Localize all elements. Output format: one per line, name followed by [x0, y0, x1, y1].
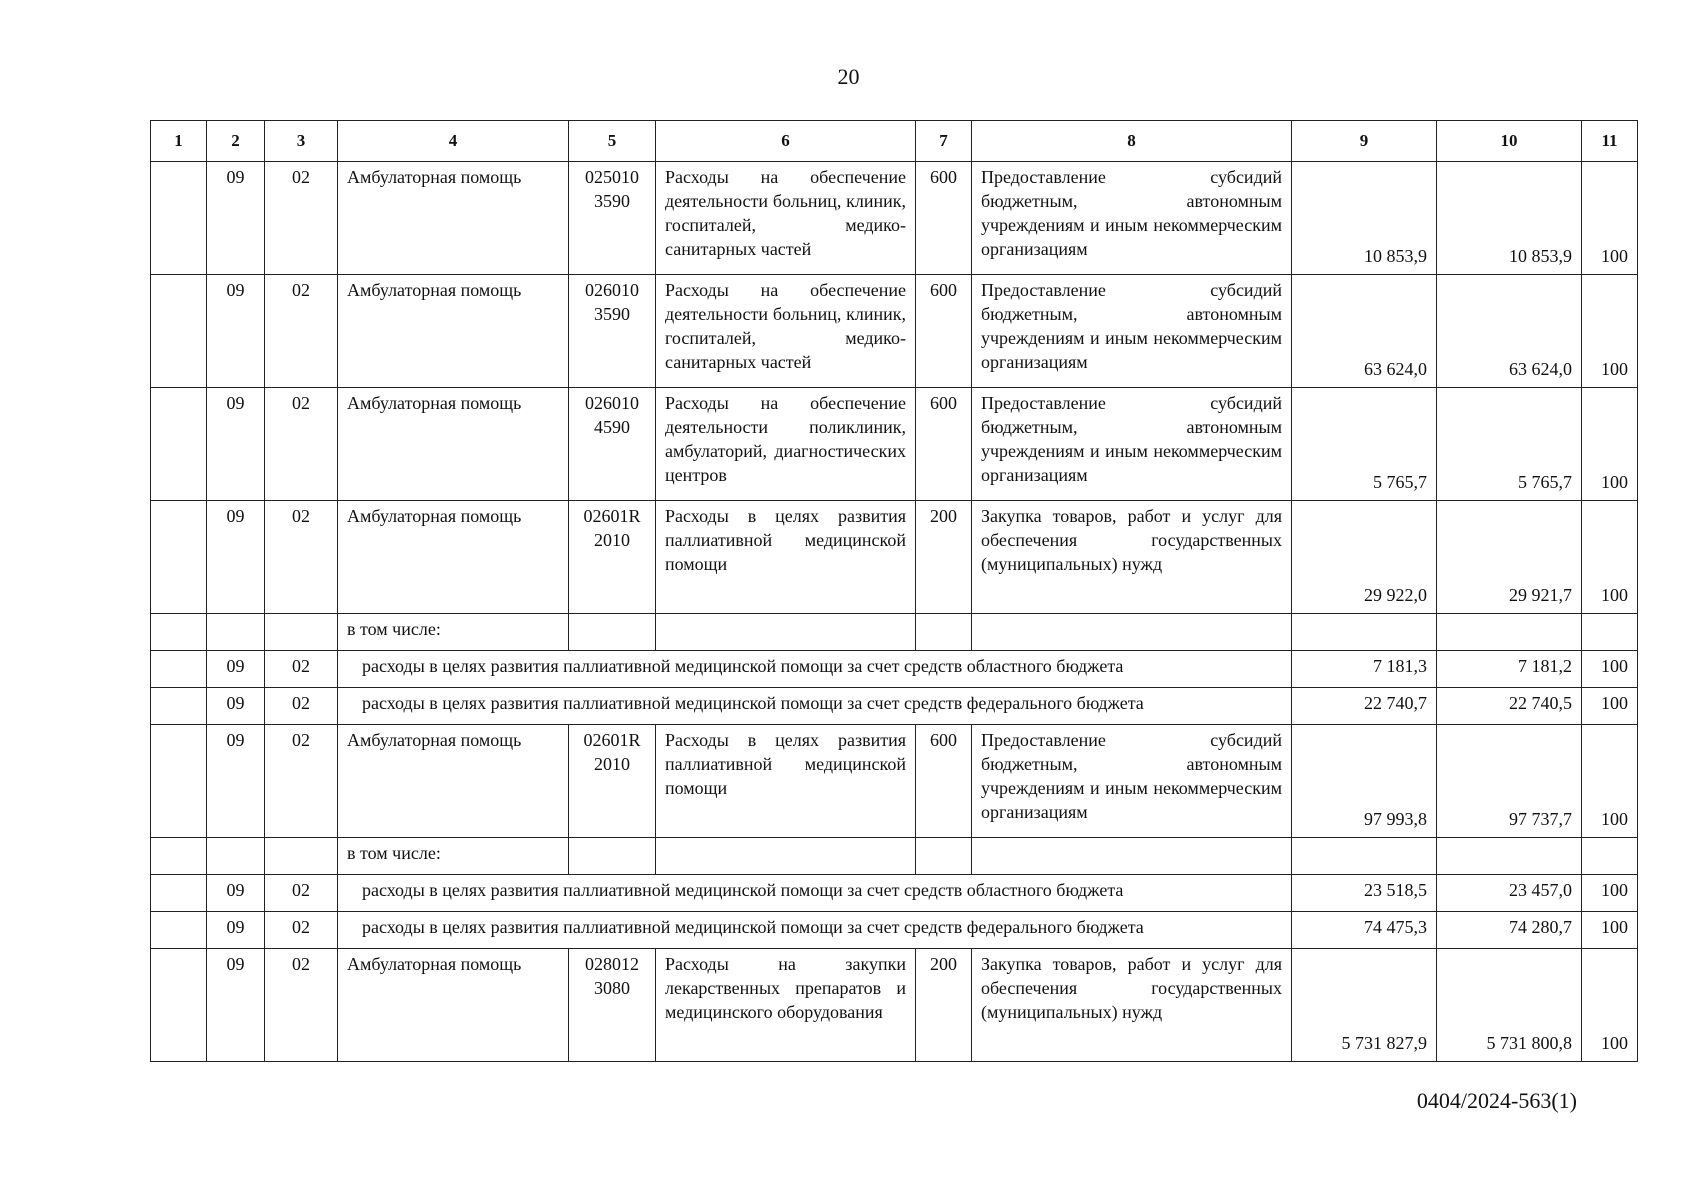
section-code: 09 — [207, 912, 265, 949]
funding-source-description: расходы в целях развития паллиативной медицинской помощи за счет средств областного бюджета — [338, 875, 1292, 912]
subsection-code: 02 — [265, 501, 338, 614]
cell-empty — [151, 651, 207, 688]
expense-description: Расходы в целях развития паллиативной медицинской помощи — [656, 501, 916, 614]
execution-percent: 100 — [1582, 725, 1638, 838]
execution-percent: 100 — [1582, 162, 1638, 275]
funding-source-row — [151, 912, 1638, 949]
expense-description: Расходы на обеспечение деятельности больниц, клиник, госпиталей, медико-санитарных частей — [656, 162, 916, 275]
target-article-code: 026010 4590 — [569, 388, 656, 501]
actual-amount: 23 457,0 — [1437, 875, 1582, 912]
funding-source-description: расходы в целях развития паллиативной медицинской помощи за счет средств федерального бюджета — [338, 688, 1292, 725]
page-number: 20 — [837, 64, 860, 89]
section-code: 09 — [207, 162, 265, 275]
subsection-name: Амбулаторная помощь — [338, 501, 569, 614]
actual-amount: 5 731 800,8 — [1437, 949, 1582, 1062]
including-label: в том числе: — [338, 614, 569, 651]
execution-percent: 100 — [1582, 912, 1638, 949]
funding-source-description: расходы в целях развития паллиативной медицинской помощи за счет средств областного бюджета — [338, 651, 1292, 688]
header-cell: 3 — [265, 121, 338, 162]
cell-empty — [151, 688, 207, 725]
subsection-name: Амбулаторная помощь — [338, 725, 569, 838]
subsection-name: Амбулаторная помощь — [338, 275, 569, 388]
funding-source-row — [151, 875, 1638, 912]
planned-amount: 29 922,0 — [1292, 501, 1437, 614]
cell-empty — [916, 838, 972, 875]
execution-percent: 100 — [1582, 651, 1638, 688]
header-cell: 1 — [151, 121, 207, 162]
actual-amount: 74 280,7 — [1437, 912, 1582, 949]
subsection-code: 02 — [265, 725, 338, 838]
table-body — [151, 121, 1638, 1062]
subsection-name: Амбулаторная помощь — [338, 162, 569, 275]
expense-type-name: Предоставление субсидий бюджетным, автономным учреждениям и иным некоммерческим организациям — [972, 275, 1292, 388]
cell-empty — [265, 614, 338, 651]
expense-description: Расходы на обеспечение деятельности поликлиник, амбулаторий, диагностических центров — [656, 388, 916, 501]
actual-amount: 29 921,7 — [1437, 501, 1582, 614]
execution-percent: 100 — [1582, 688, 1638, 725]
subsection-name: Амбулаторная помощь — [338, 388, 569, 501]
section-code: 09 — [207, 949, 265, 1062]
header-cell: 5 — [569, 121, 656, 162]
target-article-code: 025010 3590 — [569, 162, 656, 275]
cell-empty — [151, 838, 207, 875]
budget-table — [150, 120, 1638, 1062]
document-code: 0404/2024-563(1) — [1416, 1088, 1577, 1113]
header-cell: 6 — [656, 121, 916, 162]
subsection-code: 02 — [265, 949, 338, 1062]
execution-percent: 100 — [1582, 875, 1638, 912]
expense-type-code: 200 — [916, 501, 972, 614]
expense-type-code: 600 — [916, 162, 972, 275]
actual-amount: 10 853,9 — [1437, 162, 1582, 275]
target-article-code: 028012 3080 — [569, 949, 656, 1062]
including-label: в том числе: — [338, 838, 569, 875]
cell-empty — [1437, 614, 1582, 651]
cell-empty — [151, 912, 207, 949]
header-cell: 4 — [338, 121, 569, 162]
cell-empty — [656, 838, 916, 875]
subsection-code: 02 — [265, 912, 338, 949]
cell-empty — [1292, 838, 1437, 875]
planned-amount: 23 518,5 — [1292, 875, 1437, 912]
funding-source-description: расходы в целях развития паллиативной медицинской помощи за счет средств федерального бюджета — [338, 912, 1292, 949]
cell-empty — [151, 949, 207, 1062]
cell-empty — [151, 725, 207, 838]
cell-empty — [151, 275, 207, 388]
expense-description: Расходы на закупки лекарственных препаратов и медицинского оборудования — [656, 949, 916, 1062]
actual-amount: 5 765,7 — [1437, 388, 1582, 501]
expense-type-code: 600 — [916, 388, 972, 501]
expense-type-name: Закупка товаров, работ и услуг для обеспечения государственных (муниципальных) нужд — [972, 501, 1292, 614]
actual-amount: 97 737,7 — [1437, 725, 1582, 838]
actual-amount: 7 181,2 — [1437, 651, 1582, 688]
execution-percent: 100 — [1582, 388, 1638, 501]
subsection-code: 02 — [265, 275, 338, 388]
table-row — [151, 275, 1638, 388]
funding-source-row — [151, 688, 1638, 725]
cell-empty — [151, 162, 207, 275]
planned-amount: 5 765,7 — [1292, 388, 1437, 501]
planned-amount: 97 993,8 — [1292, 725, 1437, 838]
section-code: 09 — [207, 725, 265, 838]
cell-empty — [151, 875, 207, 912]
table-row — [151, 162, 1638, 275]
expense-type-name: Предоставление субсидий бюджетным, автономным учреждениям и иным некоммерческим организациям — [972, 388, 1292, 501]
table-row — [151, 501, 1638, 614]
header-cell: 7 — [916, 121, 972, 162]
section-code: 09 — [207, 875, 265, 912]
cell-empty — [265, 838, 338, 875]
cell-empty — [569, 614, 656, 651]
cell-empty — [972, 614, 1292, 651]
cell-empty — [569, 838, 656, 875]
planned-amount: 22 740,7 — [1292, 688, 1437, 725]
subsection-name: Амбулаторная помощь — [338, 949, 569, 1062]
expense-type-name: Закупка товаров, работ и услуг для обеспечения государственных (муниципальных) нужд — [972, 949, 1292, 1062]
execution-percent: 100 — [1582, 275, 1638, 388]
cell-empty — [1582, 838, 1638, 875]
header-cell: 9 — [1292, 121, 1437, 162]
expense-description: Расходы на обеспечение деятельности больниц, клиник, госпиталей, медико-санитарных частей — [656, 275, 916, 388]
actual-amount: 22 740,5 — [1437, 688, 1582, 725]
planned-amount: 63 624,0 — [1292, 275, 1437, 388]
section-code: 09 — [207, 501, 265, 614]
cell-empty — [151, 501, 207, 614]
cell-empty — [972, 838, 1292, 875]
header-cell: 11 — [1582, 121, 1638, 162]
header-cell: 8 — [972, 121, 1292, 162]
expense-description: Расходы в целях развития паллиативной медицинской помощи — [656, 725, 916, 838]
header-row — [151, 121, 1638, 162]
cell-empty — [151, 388, 207, 501]
subsection-code: 02 — [265, 688, 338, 725]
cell-empty — [151, 614, 207, 651]
including-row — [151, 614, 1638, 651]
expense-type-name: Предоставление субсидий бюджетным, автономным учреждениям и иным некоммерческим организациям — [972, 162, 1292, 275]
header-cell: 10 — [1437, 121, 1582, 162]
section-code: 09 — [207, 651, 265, 688]
cell-empty — [916, 614, 972, 651]
table-row — [151, 949, 1638, 1062]
expense-type-code: 200 — [916, 949, 972, 1062]
execution-percent: 100 — [1582, 501, 1638, 614]
header-cell: 2 — [207, 121, 265, 162]
cell-empty — [1437, 838, 1582, 875]
target-article-code: 02601R 2010 — [569, 501, 656, 614]
planned-amount: 7 181,3 — [1292, 651, 1437, 688]
expense-type-name: Предоставление субсидий бюджетным, автономным учреждениям и иным некоммерческим организациям — [972, 725, 1292, 838]
section-code: 09 — [207, 688, 265, 725]
expense-type-code: 600 — [916, 275, 972, 388]
subsection-code: 02 — [265, 651, 338, 688]
planned-amount: 5 731 827,9 — [1292, 949, 1437, 1062]
including-row — [151, 838, 1638, 875]
cell-empty — [207, 838, 265, 875]
subsection-code: 02 — [265, 388, 338, 501]
execution-percent: 100 — [1582, 949, 1638, 1062]
expense-type-code: 600 — [916, 725, 972, 838]
table-row — [151, 725, 1638, 838]
subsection-code: 02 — [265, 875, 338, 912]
subsection-code: 02 — [265, 162, 338, 275]
cell-empty — [1292, 614, 1437, 651]
target-article-code: 026010 3590 — [569, 275, 656, 388]
target-article-code: 02601R 2010 — [569, 725, 656, 838]
cell-empty — [1582, 614, 1638, 651]
cell-empty — [207, 614, 265, 651]
planned-amount: 74 475,3 — [1292, 912, 1437, 949]
section-code: 09 — [207, 275, 265, 388]
section-code: 09 — [207, 388, 265, 501]
table-row — [151, 388, 1638, 501]
cell-empty — [656, 614, 916, 651]
actual-amount: 63 624,0 — [1437, 275, 1582, 388]
planned-amount: 10 853,9 — [1292, 162, 1437, 275]
funding-source-row — [151, 651, 1638, 688]
